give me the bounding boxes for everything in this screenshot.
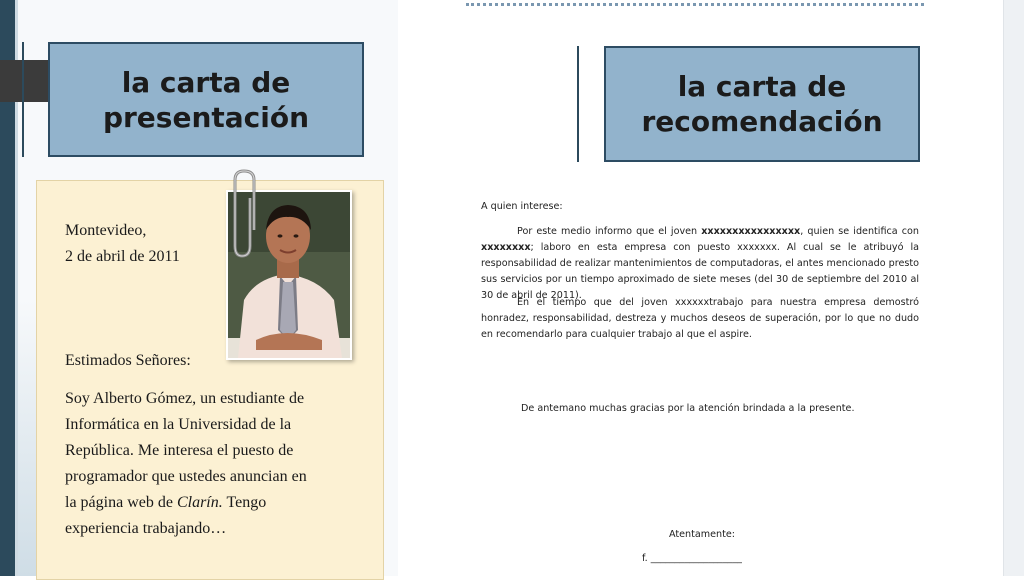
recommendation-paragraph-2: En el tiempo que del joven xxxxxxtrabajo para nuestra empresa demostró honradez, responsabilidad, destreza y muchos deseos de superación, por lo que no dudo en recomendarlo para cualquier trabajo al que el aspire. [481,297,919,340]
paragraph-text: , quien se identifica con [800,226,919,237]
title-carta-presentacion-text: la carta de presentación [102,65,310,134]
recommendation-thanks: De antemano muchas gracias por la atención brindada a la presente. [521,403,855,414]
paperclip-icon [232,168,260,260]
letter-date: 2 de abril de 2011 [65,248,180,265]
recommendation-paragraph-1 [481,224,919,304]
letter-body-line [65,494,266,512]
letter-body-line: Informática en la Universidad de la [65,416,292,433]
letter-body-text: Tengo [222,494,267,511]
dark-accent-tab [0,60,48,102]
letter-body-line: Soy Alberto Gómez, un estudiante de [65,390,305,407]
paragraph-text: ; laboro en esta empresa con puesto xxxxxxx. Al cual se le atribuyó la responsabilidad de realizar mantenimientos de computadoras, el antes mencionado presto sus servicios por un tiempo aproximado de siete meses (del 30 de septiembre del 2010 al 30 de abril de 2011). [481,242,919,301]
placeholder-id: xxxxxxxx [481,242,531,253]
right-edge-strip [1003,0,1024,576]
newspaper-name: Clarín. [176,494,223,511]
letter-place: Montevideo, [65,222,147,239]
letter-body-text: la página web de [65,494,177,511]
letter-greeting: Estimados Señores: [65,352,191,369]
letter-body-line: programador que ustedes anuncian en [65,468,307,485]
top-dotted-border [466,0,924,6]
recommendation-closing: Atentamente: [669,529,736,540]
letter-body-line: República. Me interesa el puesto de [65,442,294,459]
right-title-divider [577,46,579,162]
left-title-divider [22,42,24,157]
letter-body-line: experiencia trabajando… [65,520,227,537]
title-carta-recomendacion [604,46,920,162]
paragraph-text: Por este medio informo que el joven [517,226,702,237]
title-carta-recomendacion-text: la carta de recomendación [641,70,883,138]
title-carta-presentacion [48,42,364,157]
placeholder-name: xxxxxxxxxxxxxxxx [701,226,801,237]
recommendation-signature-line: f. ___________________ [642,553,742,564]
recommendation-salutation: A quien interese: [481,201,563,212]
